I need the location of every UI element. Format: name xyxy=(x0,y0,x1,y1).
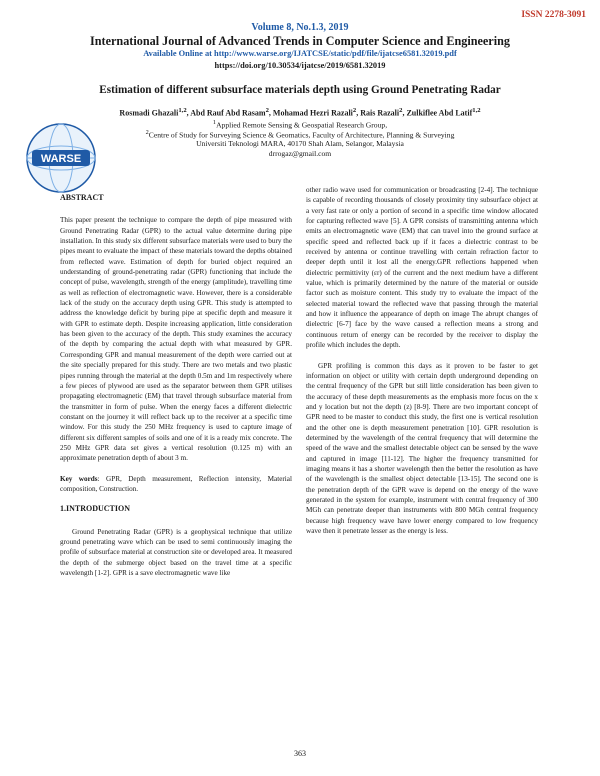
author-list: Rosmadi Ghazali$^{1,2}$, Abd Rauf Abd Rasam$^2$, Mohamad Hezri Razali$^2$, Rais Razali$^2$, Zulkiflee Abd Latif$^{1,2}$ xyxy=(119,107,481,118)
paper-title: Estimation of different subsurface materials depth using Ground Penetrating Radar xyxy=(99,84,501,96)
author-name: Mohamad Hezri Razali xyxy=(272,108,353,118)
author-name: Zulkiflee Abd Latif xyxy=(406,108,473,118)
journal-title: International Journal of Advanced Trends in Computer Science and Engineering xyxy=(90,34,510,48)
author-name: Rais Razali xyxy=(360,108,400,118)
page-number: 363 xyxy=(294,749,306,758)
author-name: Abd Rauf Abd Rasam xyxy=(190,108,266,118)
author-email[interactable]: drrogaz@gmail.com xyxy=(268,149,332,158)
abstract-heading: ABSTRACT xyxy=(60,193,104,202)
author-sup: 1,2 xyxy=(178,107,187,114)
affiliation-2 xyxy=(0,129,600,140)
affiliation-1 xyxy=(0,119,600,130)
keywords-label: Key words xyxy=(60,474,98,483)
volume-label: Volume 8, No.1.3, 2019 xyxy=(251,22,349,33)
keywords xyxy=(60,474,292,495)
affiliation-3: Universiti Teknologi MARA, 40170 Shah Alam, Selangor, Malaysia xyxy=(196,139,404,148)
author-sup: 2 xyxy=(399,107,403,114)
issn-label: ISSN 2278-3091 xyxy=(521,10,586,20)
warse-logo-text: WARSE xyxy=(40,153,82,165)
abstract-text: This paper present the technique to compare the depth of pipe measured with Ground Penetrating Radar (GPR) to the actual value determine during pipe installation. In this study six different subsurface materials were used to bury the pipes meant to evaluate the impact of these materials toward the depths obtained from reflected wave. Estimation of depth for buried object required an understanding of ground-penetrating radar (GPR) functioning that include the concept of pulse, wavelength, strength of the energy (amplitude), travelling time as well as reflection of electromagnetic wave. However, there is a considerable lack of the study on the accuracy depth using GPR. This study is attempted to address the knowledge deficit by buring pipe at specific depth and measure it with GPR to estimate depth. Despite increasing application, little consideration has been given to the accuracy of the depth. This study examines the accuracy of the depth by comparing the actual depth with what measured by GPR. Corresponding GPR and manual measurement of the depth were carried out at the site specially prepared for this study. There are two metals and two plastic pipes running through the material at the depth 0.5m and 1m respectively where a few pieces of plywood are used as the separator between them GPR utilises propagating electromagnetic (EM) that travel through subsurface material from the transmitter in form of pulse. When the energy faces a different dielectric constant on the journey it will reflect back up to the receiver at a specific time window. For this study the 250 MHz frequency is used to capture image of different six different samples of soils and one of it is a ready mix concrete. The 250 MHz GPR data set gives a vertical resolution (0.125 m) with an approximate penetration depth of about 3 m. xyxy=(60,216,293,463)
body-paragraph-2: GPR profiling is common this days as it proven to be faster to get information on object or utility with certain depth underground depending on the central frequency of the GPR but still little consideration has been given to the accuracy of these depth measurements as the emphasis more focus on the x and y location but not the depth (z) [8-9]. There are two important concept of GPR need to be master to conduct this study, the first one is vertical resolution and the other one is depth measurement penetration [10]. GPR resolution is determined by the wavelength of the central frequency that will determine the speed of the wave and the smallest detectable object can be sensed by the wave and captured in image [11-12]. The higher the frequency transmitted for imaging means it has a shorter wavelength then the better the resolution as have of the wavelength is the smallest object detectable [13-15]. The second one is the penetration depth of the GPR wave is depend on the energy of the wave generated in the system for example, instrument with central frequency of 300 MGh can penetrate deeper than instruments with 800 MGh central frequency because high frequency wave have lower energy compared to low frequency wave then it penetrate lesser as the energy is less. xyxy=(306,361,538,535)
affiliation-sup: 1 xyxy=(212,119,217,126)
available-online-link[interactable]: Available Online at http://www.warse.org/IJATCSE/static/pdf/file/ijatcse6581.32019.pdf xyxy=(143,49,457,58)
author-sup: 2 xyxy=(352,107,357,114)
author-sup: 1,2 xyxy=(472,107,481,114)
keywords-text: : GPR, Depth measurement, Reflection intensity, Material composition, Construction. xyxy=(60,474,292,493)
right-column xyxy=(306,185,538,536)
body-paragraph-1: other radio wave used for communication or broadcasting [2-4]. The technique is capable of recording thousands of closely proximity tiny subsurface object at a very fast rate or only a portion of second in a specific time window allocated for capturing reflected wave [5]. A GPR consists of transmitting antenna which emits an electromagnetic wave (EM) that can travel into the ground surface at specific speed and reflected back up if it faces a dielectric contrast to be received by antenna or continue travelling with certain refraction factor to deeper depth until it lost all the energy.GPR reflections happened when dielectric permittivity (εr) of the current and the next medium have a different value, which is primarily determined by the nature of the material or outside factor such as moisture content. This study try to evaluate the impact of the selected material toward the reflected wave that passing through the material and how it influence the appearance of depth on image The abrupt changes of dielectric [6-7] face by the wave caused a reflection means a strong and continuous return of energy can be recorded by the receiver to display the profile which includes the depth. xyxy=(306,186,538,350)
introduction-heading: 1.INTRODUCTION xyxy=(60,504,131,514)
introduction-paragraph: Ground Penetrating Radar (GPR) is a geophysical technique that utilize ground penetrating wave which can be used to semi continuously imaging the profile of subsurface material at construction site or developed area. It measured the depth of the submerge object based on the travel time at a specific wavelength [1-2]. GPR is a save electromagnetic wave like xyxy=(60,527,292,577)
doi-link[interactable]: https://doi.org/10.30534/ijatcse/2019/6581.32019 xyxy=(214,61,386,70)
affiliation-1-text: Applied Remote Sensing & Geospatial Research Group, xyxy=(216,120,388,130)
affiliation-2-text: Centre of Study for Surveying Science & Geomatics, Faculty of Architecture, Planning & Surveying xyxy=(148,130,455,140)
author-name: Rosmadi Ghazali xyxy=(119,108,179,118)
author-sup: 2 xyxy=(265,107,269,114)
left-column xyxy=(60,193,292,578)
affiliation-sup: 2 xyxy=(145,129,149,136)
